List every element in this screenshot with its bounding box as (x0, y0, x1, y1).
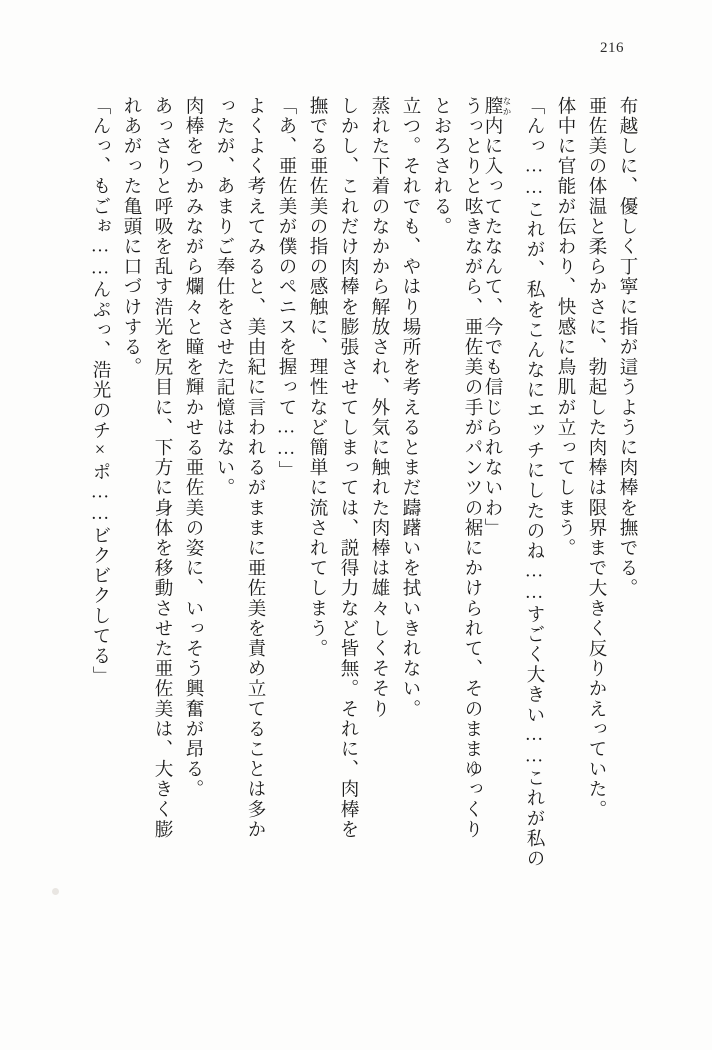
text-column: れあがった亀頭に口づけする。 (121, 96, 141, 378)
text-column: 立つ。それでも、やはり場所を考えるとまだ躊躇いを拭いきれない。 (400, 96, 420, 720)
ruby-annotation (482, 96, 512, 117)
ruby-reading: なか (502, 96, 512, 117)
text-column: 撫でる亜佐美の指の感触に、理性など簡単に流されてしまう。 (307, 96, 327, 659)
text-column-with-ruby (481, 96, 512, 956)
text-column-rest: 内に入ってたなんて、今でも信じられないわ」 (482, 116, 502, 539)
text-column: あっさりと呼吸を乱す浩光を尻目に、下方に身体を移動させた亜佐美は、大きく膨 (152, 96, 172, 840)
text-column: 布越しに、優しく丁寧に指が這うように肉棒を撫でる。 (617, 96, 637, 599)
text-column: 体中に官能が伝わり、快感に鳥肌が立ってしまう。 (555, 96, 575, 559)
text-column: うっとりと呟きながら、亜佐美の手がパンツの裾にかけられて、そのままゆっくり (462, 96, 482, 840)
text-column: 蒸れた下着のなかから解放され、外気に触れた肉棒は雄々しくそそり (369, 96, 389, 720)
text-column: 肉棒をつかみながら爛々と瞳を輝かせる亜佐美の姿に、いっそう興奮が昂る。 (183, 96, 203, 800)
text-column: ったが、あまりご奉仕をさせた記憶はない。 (214, 96, 234, 498)
text-column: 「んっ、もごぉ……んぷっ、浩光のチ×ポ……ビクビクしてる」 (90, 96, 110, 687)
paper-speck (52, 888, 59, 895)
text-column: よくよく考えてみると、美由紀に言われるがままに亜佐美を責め立てることは多か (245, 96, 265, 840)
page-number: 216 (600, 40, 624, 56)
text-column: しかし、これだけ肉棒を膨張させてしまっては、説得力など皆無。それに、肉棒を (338, 96, 358, 840)
ruby-base: 膣 (482, 96, 502, 117)
text-column: 「あ、亜佐美が僕のペニスを握って……」 (276, 96, 296, 481)
vertical-text-body (78, 96, 637, 956)
text-column: 「んっ……これが、私をこんなにエッチにしたのね……すごく大きい……これが私の (524, 96, 544, 869)
text-column: とおろされる。 (431, 96, 451, 237)
text-column: 亜佐美の体温と柔らかさに、勃起した肉棒は限界まで大きく反りかえっていた。 (586, 96, 606, 820)
